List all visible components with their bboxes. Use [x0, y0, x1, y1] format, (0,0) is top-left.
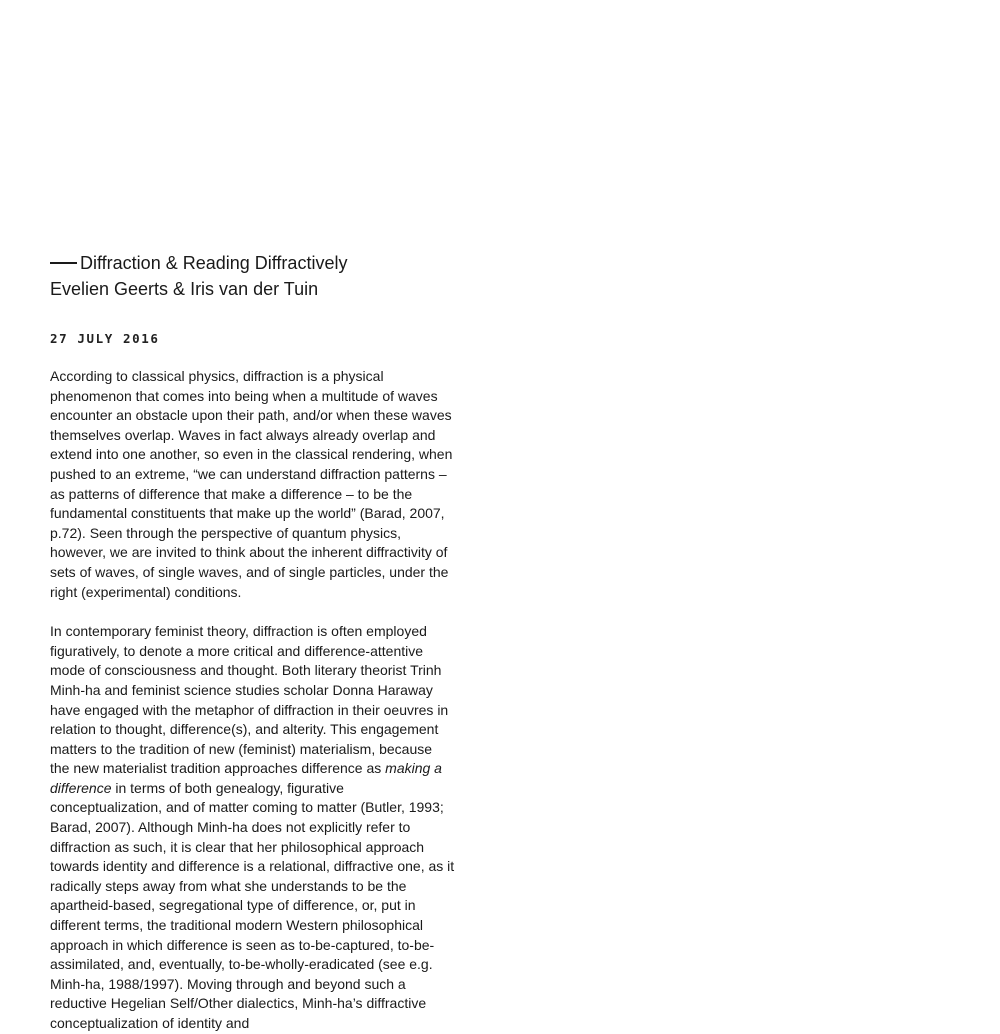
- article-title: Diffraction & Reading Diffractively: [80, 253, 348, 273]
- article: [50, 250, 455, 1034]
- article-authors: Evelien Geerts & Iris van der Tuin: [50, 279, 319, 299]
- paragraph-1: According to classical physics, diffraction is a physical phenomenon that comes into being when a multitude of waves encounter an obstacle upon their path, and/or when these waves themselves overlap. Waves in fact always already overlap and extend into one another, so even in the classical rendering, when pushed to an extreme, “we can understand diffraction patterns – as patterns of difference that make a difference – to be the fundamental constituents that make up the world” (Barad, 2007, p.72). Seen through the perspective of quantum physics, however, we are invited to think about the inherent diffractivity of sets of waves, of single waves, and of single particles, under the right (experimental) conditions.: [50, 368, 453, 600]
- title-line: [50, 250, 455, 276]
- title-block: [50, 250, 455, 302]
- article-date: 27 JULY 2016: [50, 331, 160, 346]
- paragraph-2-text-before: In contemporary feminist theory, diffraction is often employed figuratively, to denote a more critical and difference-attentive mode of consciousness and thought. Both literary theorist Trinh Minh-ha and feminist science studies scholar Donna Haraway have engaged with the metaphor of diffraction in their oeuvres in relation to thought, difference(s), and alterity. This engagement matters to the tradition of new (feminist) materialism, because the new materialist tradition approaches difference as: [50, 623, 449, 777]
- title-dash-icon: [50, 262, 77, 264]
- paragraph-2-text-after: in terms of both genealogy, figurative conceptualization, and of matter coming to matter (Butler, 1993; Barad, 2007). Although Minh-ha does not explicitly refer to diffraction as such, it is clear that her philosophical approach towards identity and difference is a relational, diffractive one, as it radically steps away from what she understands to be the apartheid-based, segregational type of difference, or, put in different terms, the traditional modern Western philosophical approach in which difference is seen as to-be-captured, to-be-assimilated, and, eventually, to-be-wholly-eradicated (see e.g. Minh-ha, 1988/1997). Moving through and beyond such a reductive Hegelian Self/Other dialectics, Minh-ha’s diffractive conceptualization of identity and: [50, 779, 455, 1031]
- paragraph-2: [50, 622, 455, 1033]
- paragraph-2-emphasis: making a difference: [50, 760, 442, 796]
